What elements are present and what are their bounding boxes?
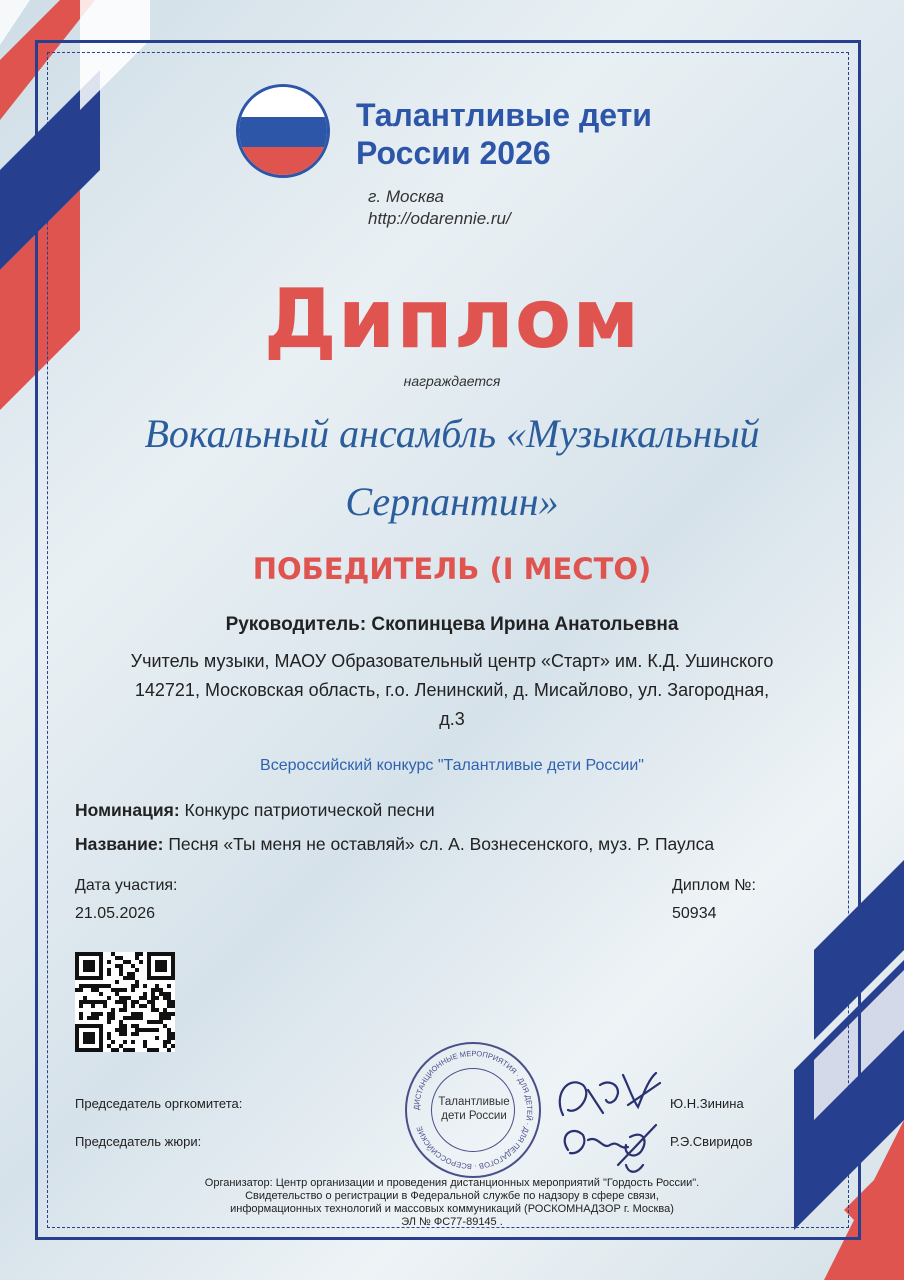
- date-value: 21.05.2026: [75, 905, 156, 922]
- diploma-number-value: 50934: [672, 905, 717, 922]
- header-address: [368, 186, 511, 230]
- recipient-line2: Серпантин»: [345, 479, 559, 524]
- logo-title-line2: России 2026: [356, 135, 551, 171]
- stamp-text: [432, 1095, 516, 1123]
- diploma-number-label: Диплом №:: [672, 877, 756, 894]
- logo-title-line1: Талантливые дети: [356, 97, 652, 133]
- recipient-line1: Вокальный ансамбль «Музыкальный: [144, 411, 760, 456]
- jury-chair-name: Р.Э.Свиридов: [670, 1134, 753, 1149]
- nomination-label: Номинация:: [75, 800, 180, 820]
- organizer-footer: [150, 1177, 754, 1229]
- awarded-label: награждается: [403, 373, 501, 389]
- date-label: Дата участия:: [75, 877, 178, 894]
- stamp-ring-textpath: ДИСТАНЦИОННЫЕ МЕРОПРИЯТИЯ · ДЛЯ ДЕТЕЙ · ДЛЯ ПЕДАГОГОВ · ВСЕРОССИЙСКИЕ: [411, 1048, 535, 1172]
- footer-line3: информационных технологий и массовых коммуникаций (РОСКОМНАДЗОР г. Москва): [230, 1203, 674, 1215]
- title-row: [75, 834, 714, 855]
- recipient-name: [80, 400, 824, 536]
- place-heading: ПОБЕДИТЕЛЬ (I МЕСТО): [252, 552, 652, 586]
- workplace-line1: Учитель музыки, МАОУ Образовательный центр «Старт» им. К.Д. Ушинского: [130, 651, 774, 671]
- jury-chair-label: Председатель жюри:: [75, 1134, 202, 1149]
- footer-line4: ЭЛ № ФС77-89145 .: [401, 1216, 503, 1228]
- logo-title: [356, 96, 652, 172]
- workplace: [60, 647, 844, 734]
- name-value: Песня «Ты меня не оставляй» сл. А. Вознесенского, муз. Р. Паулса: [168, 834, 715, 854]
- russia-flag-logo-icon: [236, 84, 330, 178]
- org-chair-label: Председатель оргкомитета:: [75, 1096, 243, 1111]
- diploma-title: Диплом: [263, 272, 641, 367]
- organizer-stamp: [405, 1042, 541, 1178]
- nomination-value: Конкурс патриотической песни: [184, 800, 435, 820]
- workplace-line3: д.3: [439, 709, 465, 729]
- city: г. Москва: [368, 187, 444, 206]
- name-label: Название:: [75, 834, 164, 854]
- nomination-row: [75, 800, 435, 821]
- stamp-line1: Талантливые: [438, 1096, 510, 1108]
- footer-line2: Свидетельство о регистрации в Федеральной службе по надзору в сфере связи,: [245, 1190, 659, 1202]
- website-link[interactable]: http://odarennie.ru/: [368, 209, 511, 228]
- footer-line1: Организатор: Центр организации и проведения дистанционных мероприятий "Гордость России".: [204, 1177, 700, 1189]
- contest-name: Всероссийский конкурс "Талантливые дети России": [260, 757, 644, 774]
- qr-code-graphic: [75, 952, 175, 1052]
- stamp-inner-circle: [431, 1068, 515, 1152]
- org-chair-name: Ю.Н.Зинина: [670, 1096, 744, 1111]
- workplace-line2: 142721, Московская область, г.о. Ленинский, д. Мисайлово, ул. Загородная,: [134, 680, 770, 700]
- signature-graphic: [548, 1055, 668, 1185]
- stamp-line2: дети России: [441, 1110, 507, 1122]
- leader: Руководитель: Скопинцева Ирина Анатольевна: [225, 614, 679, 635]
- qr-code-icon[interactable]: [75, 952, 175, 1052]
